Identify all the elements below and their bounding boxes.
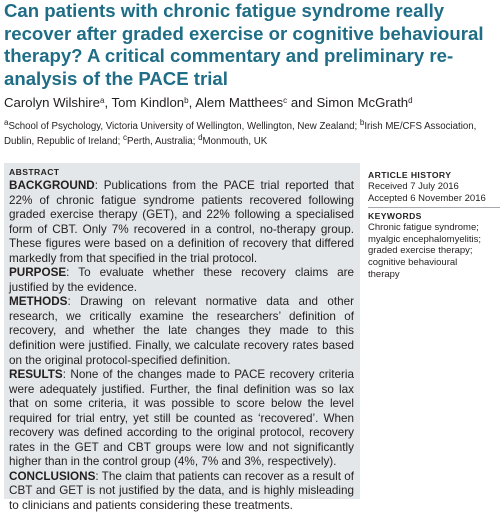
abstract-conclusions: CONCLUSIONS: The claim that patients can recover as a result of CBT and GET is not justified by the data, and is highly misleading to clinicians and patients considering these treatments. (9, 469, 354, 513)
abstract-box (4, 163, 360, 513)
affiliation-line: $^a$School of Psychology, Victoria University of Wellington, Wellington, New Zealand; $^b$Irish ME/CFS Association, (4, 119, 477, 132)
affiliation-line: Dublin, Republic of Ireland; $^c$Perth, Australia; $^d$Monmouth, UK (4, 134, 268, 147)
sidebar-divider (368, 207, 500, 208)
author: Alem Matthees$^c$ and (195, 95, 317, 110)
accepted-date: Accepted 6 November 2016 (368, 192, 486, 204)
abstract-methods: METHODS: Drawing on relevant normative data and other research, we critically examine the researchers’ definition of recovery, and whether the late changes they made to this definition were justified. Finally, we calculate recovery rates based on the original protocol-specified definition. (9, 295, 354, 367)
abstract-background: BACKGROUND: Publications from the PACE trial reported that 22% of chronic fatigue syndrome patients recovered following graded exercise therapy (GET), and 22% following a specialised form of CBT. Only 7% recovered in a control, no-therapy group. These figures were based on a definition of recovery that differed markedly from that specified in the trial protocol. (9, 179, 354, 265)
keyword-line: graded exercise therapy; (368, 245, 473, 257)
received-date: Received 7 July 2016 (368, 181, 459, 192)
keyword-line: cognitive behavioural (368, 256, 458, 268)
keyword-line: Chronic fatigue syndrome; (368, 222, 479, 234)
author: Tom Kindlon$^b$, (111, 95, 196, 110)
affiliations (4, 119, 498, 149)
author: Simon McGrath$^d$ (316, 95, 413, 110)
author-list (4, 95, 498, 111)
abstract-heading: ABSTRACT (9, 167, 60, 177)
keywords-heading: KEYWORDS (368, 211, 422, 222)
article-sidebar (368, 170, 500, 280)
keyword-line: myalgic encephalomyelitis; (368, 233, 481, 245)
article-history-heading: ARTICLE HISTORY (368, 170, 452, 180)
keyword-line: therapy (368, 268, 400, 280)
author: Carolyn Wilshire$^a$, (4, 95, 112, 110)
abstract-results: RESULTS: None of the changes made to PACE recovery criteria were adequately justified. Further, the final definition was so lax that on some criteria, it was possible to score below the level required for trial entry, yet still be counted as ‘recovered’. When recovery was defined according to the original protocol, recovery rates in the GET and CBT groups were low and not significantly higher than in the control group (4%, 7% and 3%, respectively). (9, 368, 354, 469)
article-title: Can patients with chronic fatigue syndrome really recover after graded exercise or cognitive behavioural therapy? A critical commentary and preliminary re-analysis of the PACE trial (4, 0, 484, 89)
abstract-purpose: PURPOSE: To evaluate whether these recovery claims are justified by the evidence. (9, 266, 354, 294)
